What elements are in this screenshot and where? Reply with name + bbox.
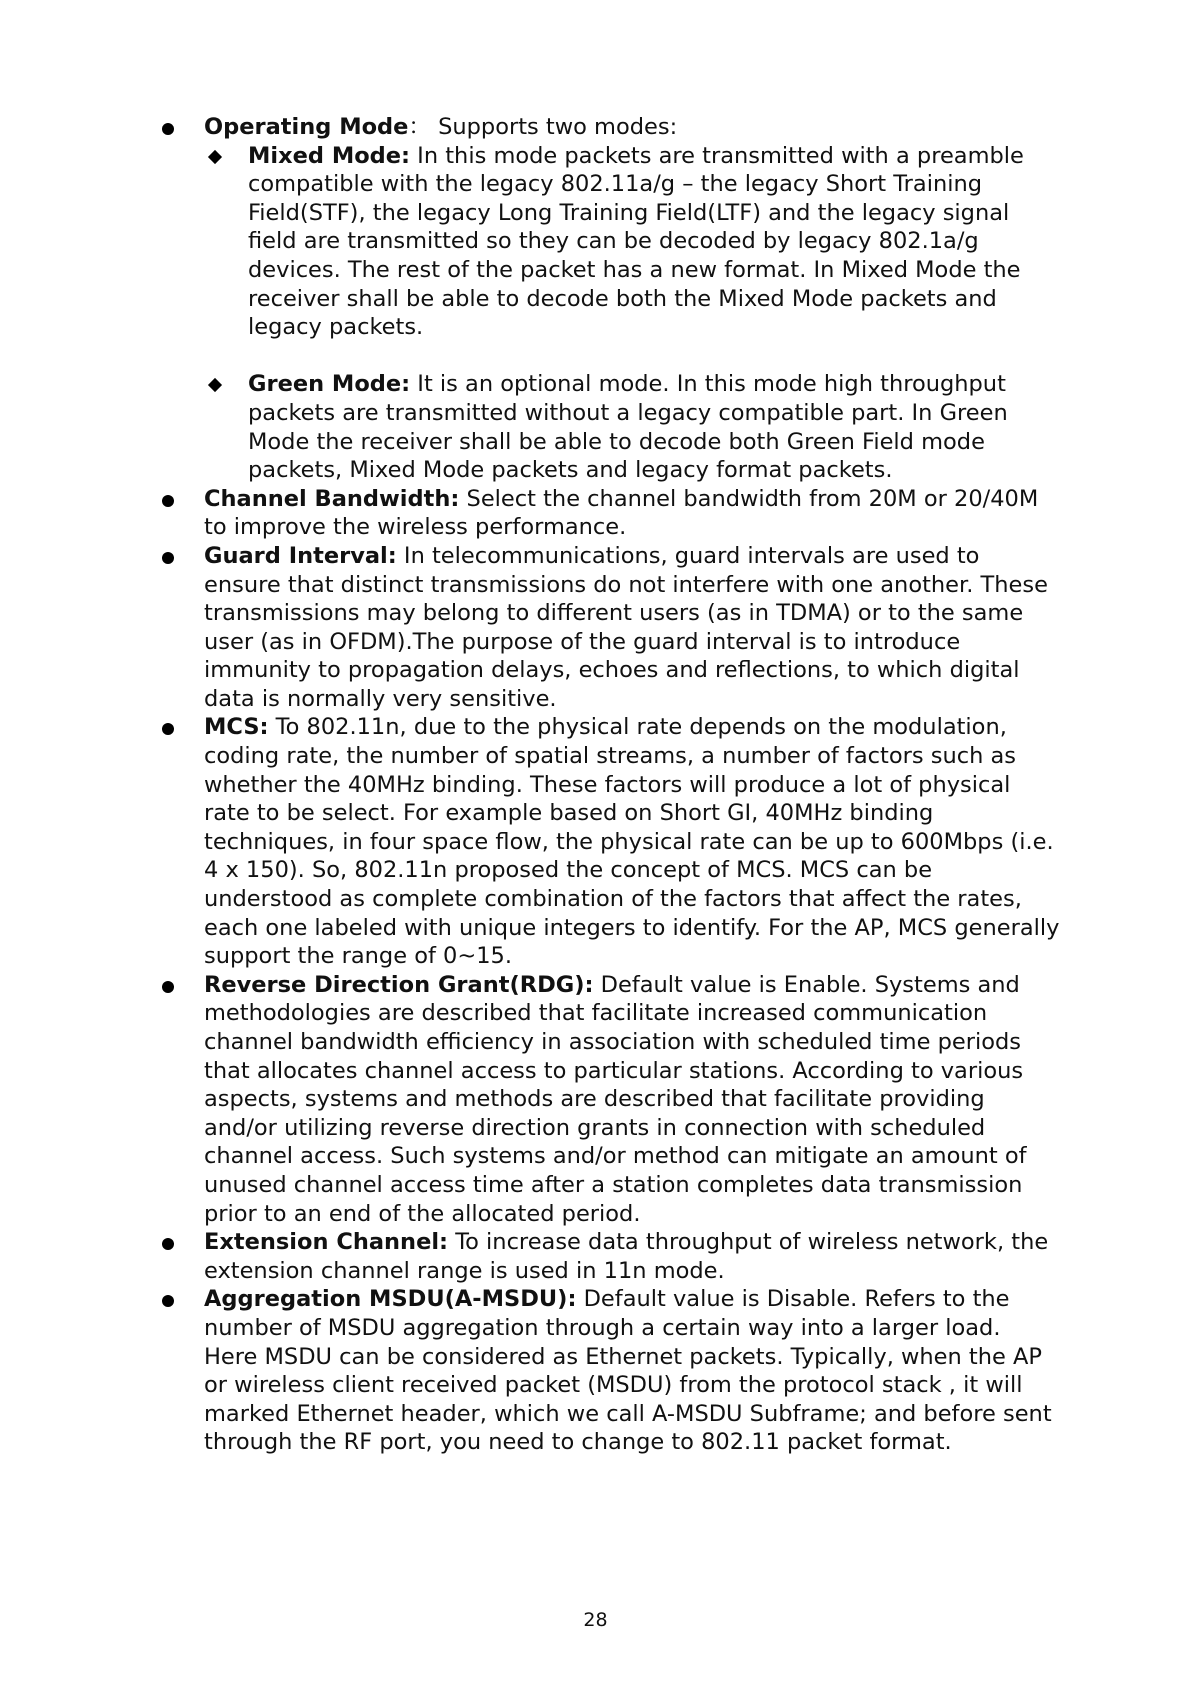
bullet-dot-icon bbox=[162, 123, 174, 135]
bullet-dot-icon bbox=[162, 1238, 174, 1250]
term-label: Operating Mode bbox=[204, 114, 409, 140]
list-item-operating-mode bbox=[160, 113, 1060, 485]
item-description: In telecommunications, guard intervals are used to ensure that distinct transmissions do not interfere with one another. These transmissions may belong to different users (as in TDMA) or to the same user (as in OFDM).The purpose of the guard interval is to introduce immunity to propagation delays, echoes and reflections, to which digital data is normally very sensitive. bbox=[204, 542, 1048, 712]
list-item-aggregation-msdu bbox=[160, 1285, 1060, 1457]
sub-item-description: It is an optional mode. In this mode high throughput packets are transmitted without a legacy compatible part. In Green Mode the receiver shall be able to decode both Green Field mode packets, Mixed Mode packets and legacy format packets. bbox=[248, 371, 1008, 484]
sub-term-label: Mixed Mode: bbox=[248, 142, 411, 169]
item-description: To 802.11n, due to the physical rate depends on the modulation, coding rate, the number of spatial streams, a number of factors such as whether the 40MHz binding. These factors will produce a lot of physical rate to be select. For example based on Short GI, 40MHz binding techniques, in four space flow, the physical rate can be up to 600Mbps (i.e. 4 x 150). So, 802.11n proposed the concept of MCS. MCS can be understood as complete combination of the factors that affect the rates, each one labeled with unique integers to identify. For the AP, MCS generally support the range of 0~15. bbox=[204, 714, 1060, 970]
list-item-reverse-direction-grant bbox=[160, 971, 1060, 1228]
sub-item-description: In this mode packets are transmitted with a preamble compatible with the legacy 802.11a/g – the legacy Short Training Field(STF), the legacy Long Training Field(LTF) and the legacy signal field are transmitted so they can be decoded by legacy 802.1a/g devices. The rest of the packet has a new format. In Mixed Mode the receiver shall be able to decode both the Mixed Mode packets and legacy packets. bbox=[248, 142, 1024, 341]
diamond-bullet-icon bbox=[208, 378, 222, 392]
diamond-bullet-icon bbox=[208, 150, 222, 164]
item-description: Select the channel bandwidth from 20M or 20/40M to improve the wireless performance. bbox=[204, 485, 1039, 541]
term-label: Guard Interval: bbox=[204, 542, 397, 569]
list-item-guard-interval bbox=[160, 542, 1060, 714]
bullet-dot-icon bbox=[162, 981, 174, 993]
item-description: To increase data throughput of wireless network, the extension channel range is used in 11n mode. bbox=[204, 1229, 1049, 1284]
item-description: Supports two modes: bbox=[438, 114, 678, 140]
sub-item-mixed-mode bbox=[204, 142, 1060, 342]
bullet-dot-icon bbox=[162, 723, 174, 735]
sub-item-green-mode bbox=[204, 370, 1060, 484]
term-label: Reverse Direction Grant(RDG): bbox=[204, 971, 594, 998]
list-item-mcs bbox=[160, 713, 1060, 970]
term-separator: ： bbox=[408, 114, 431, 140]
term-label: Channel Bandwidth: bbox=[204, 485, 460, 512]
item-description: Default value is Disable. Refers to the number of MSDU aggregation through a certain way into a larger load. Here MSDU can be considered as Ethernet packets. Typically, when the AP or wireless client received packet (MSDU) from the protocol stack , it will marked Ethernet header, which we call A-MSDU Subframe; and before sent through the RF port, you need to change to 802.11 packet format. bbox=[204, 1286, 1052, 1456]
term-label: MCS: bbox=[204, 714, 269, 741]
list-item-channel-bandwidth bbox=[160, 485, 1060, 542]
term-label: Extension Channel: bbox=[204, 1229, 449, 1256]
page-number: 28 bbox=[583, 1609, 608, 1631]
term-label: Aggregation MSDU(A-MSDU): bbox=[204, 1286, 577, 1313]
bullet-list bbox=[160, 113, 1060, 1457]
bullet-dot-icon bbox=[162, 1295, 174, 1307]
sub-term-label: Green Mode: bbox=[248, 371, 411, 398]
bullet-dot-icon bbox=[162, 495, 174, 507]
item-description: Default value is Enable. Systems and methodologies are described that facilitate increased communication channel bandwidth efficiency in association with scheduled time periods that allocates channel access to particular stations. According to various aspects, systems and methods are described that facilitate providing and/or utilizing reverse direction grants in connection with scheduled channel access. Such systems and/or method can mitigate an amount of unused channel access time after a station completes data transmission prior to an end of the allocated period. bbox=[204, 971, 1027, 1227]
list-item-extension-channel bbox=[160, 1228, 1060, 1285]
bullet-dot-icon bbox=[162, 552, 174, 564]
